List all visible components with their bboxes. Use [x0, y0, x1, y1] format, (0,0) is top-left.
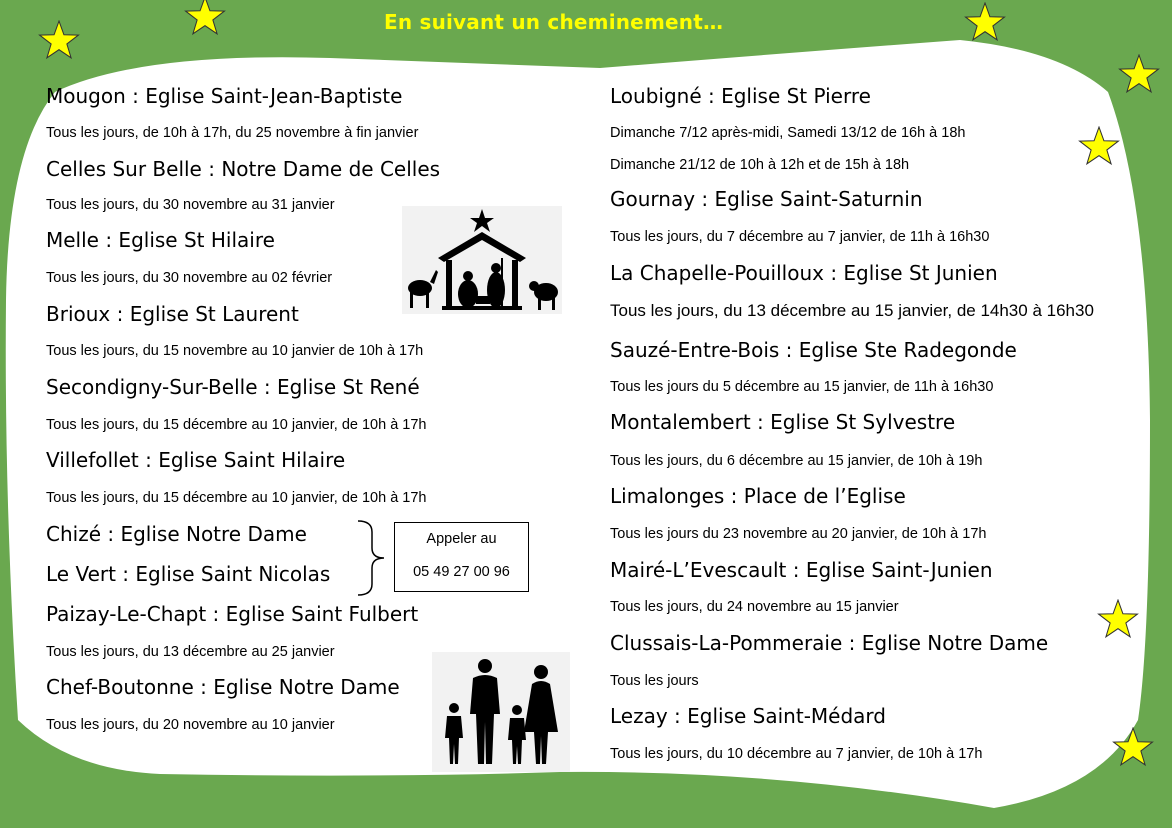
- schedule-text: Tous les jours, du 6 décembre au 15 janvier, de 10h à 19h: [610, 453, 983, 469]
- star-icon: [1118, 54, 1160, 94]
- church-name: Villefollet : Eglise Saint Hilaire: [46, 448, 346, 472]
- church-name: Loubigné : Eglise St Pierre: [610, 84, 871, 108]
- schedule-text: Dimanche 21/12 de 10h à 12h et de 15h à 18h: [610, 157, 910, 173]
- schedule-text: Tous les jours, du 13 décembre au 15 janvier, de 14h30 à 16h30: [610, 301, 1094, 320]
- church-name: Mairé-L’Evescault : Eglise Saint-Junien: [610, 558, 993, 582]
- church-name: Chef-Boutonne : Eglise Notre Dame: [46, 675, 400, 699]
- schedule-text: Tous les jours, du 20 novembre au 10 janvier: [46, 717, 335, 733]
- schedule-text: Tous les jours, du 13 décembre au 25 janvier: [46, 644, 335, 660]
- church-name: Lezay : Eglise Saint-Médard: [610, 704, 886, 728]
- church-name: Mougon : Eglise Saint-Jean-Baptiste: [46, 84, 403, 108]
- call-box: [394, 522, 529, 592]
- church-name: Paizay-Le-Chapt : Eglise Saint Fulbert: [46, 602, 419, 626]
- schedule-text: Tous les jours, du 15 novembre au 10 janvier de 10h à 17h: [46, 343, 424, 359]
- schedule-text: Tous les jours, du 24 novembre au 15 janvier: [610, 599, 899, 615]
- schedule-text: Tous les jours, de 10h à 17h, du 25 novembre à fin janvier: [46, 125, 419, 141]
- schedule-text: Tous les jours du 5 décembre au 15 janvier, de 11h à 16h30: [610, 379, 994, 395]
- call-label: Appeler au: [426, 531, 497, 547]
- family-image: [432, 652, 570, 772]
- page-title: En suivant un cheminement…: [384, 10, 724, 34]
- star-icon: [1097, 599, 1139, 639]
- star-icon: [184, 0, 226, 36]
- schedule-text: Dimanche 7/12 après-midi, Samedi 13/12 de 16h à 18h: [610, 125, 966, 141]
- schedule-text: Tous les jours, du 15 décembre au 10 janvier, de 10h à 17h: [46, 490, 427, 506]
- church-name: Chizé : Eglise Notre Dame: [46, 522, 307, 546]
- star-icon: [1112, 727, 1154, 767]
- church-name: Melle : Eglise St Hilaire: [46, 228, 275, 252]
- church-name: Montalembert : Eglise St Sylvestre: [610, 410, 956, 434]
- church-name: La Chapelle-Pouilloux : Eglise St Junien: [610, 261, 998, 285]
- church-name: Celles Sur Belle : Notre Dame de Celles: [46, 157, 441, 181]
- church-name: Le Vert : Eglise Saint Nicolas: [46, 562, 331, 586]
- church-name: Secondigny-Sur-Belle : Eglise St René: [46, 375, 420, 399]
- star-icon: [1078, 126, 1120, 166]
- church-name: Brioux : Eglise St Laurent: [46, 302, 299, 326]
- schedule-text: Tous les jours, du 7 décembre au 7 janvier, de 11h à 16h30: [610, 229, 990, 245]
- brace-icon: [354, 518, 390, 598]
- star-icon: [38, 20, 80, 60]
- schedule-text: Tous les jours, du 30 novembre au 31 janvier: [46, 197, 335, 213]
- star-icon: [964, 2, 1006, 42]
- church-name: Limalonges : Place de l’Eglise: [610, 484, 906, 508]
- phone-number: 05 49 27 00 96: [413, 564, 510, 580]
- schedule-text: Tous les jours, du 15 décembre au 10 janvier, de 10h à 17h: [46, 417, 427, 433]
- church-name: Gournay : Eglise Saint-Saturnin: [610, 187, 923, 211]
- church-name: Sauzé-Entre-Bois : Eglise Ste Radegonde: [610, 338, 1017, 362]
- schedule-text: Tous les jours: [610, 673, 699, 689]
- nativity-image: [402, 206, 562, 314]
- schedule-text: Tous les jours, du 10 décembre au 7 janvier, de 10h à 17h: [610, 746, 983, 762]
- schedule-text: Tous les jours du 23 novembre au 20 janvier, de 10h à 17h: [610, 526, 987, 542]
- schedule-text: Tous les jours, du 30 novembre au 02 février: [46, 270, 333, 286]
- church-name: Clussais-La-Pommeraie : Eglise Notre Dame: [610, 631, 1049, 655]
